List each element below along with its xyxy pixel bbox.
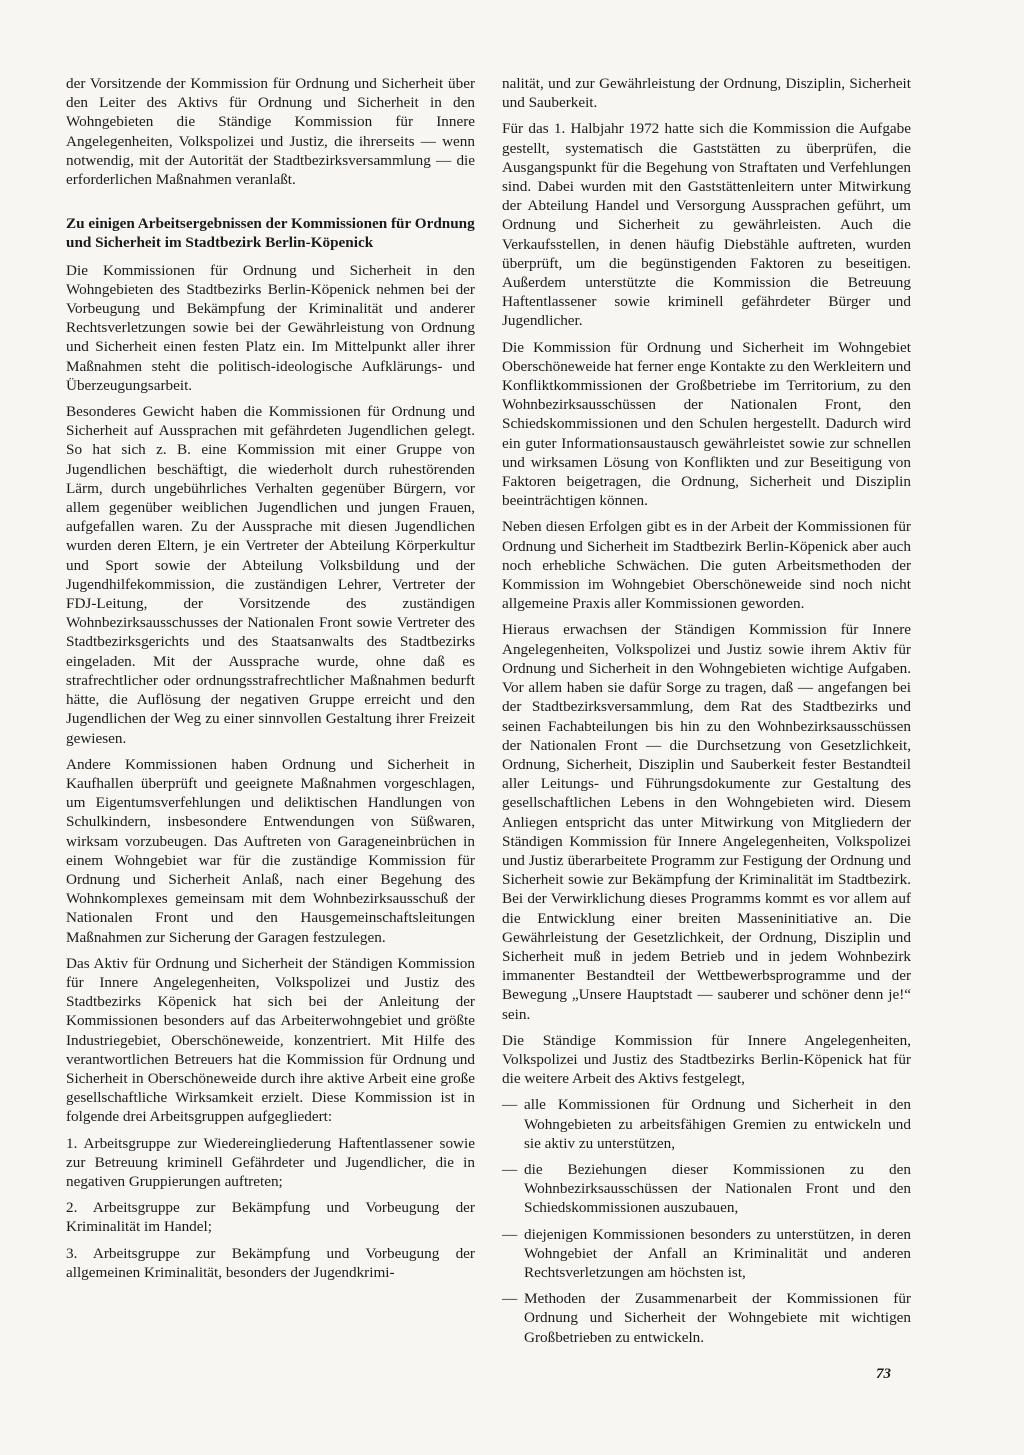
dash-bullet: — — [502, 1160, 518, 1178]
dash-list-item — [502, 1095, 911, 1153]
dash-list-text: alle Kommissionen für Ordnung und Sicherheit in den Wohngebieten zu arbeitsfähigen Gremien zu entwickeln und sie aktiv zu unterstützen, — [524, 1096, 911, 1152]
paragraph: Andere Kommissionen haben Ordnung und Sicherheit in Kaufhallen überprüft und geeignete Maßnahmen vorgeschlagen, um Eigentumsverfehlungen und deliktischen Handlungen von Schulkindern, insbesondere Entwendungen von Süßwaren, wirksam vorzubeugen. Das Auftreten von Garageneinbrüchen in einem Wohngebiet war für die zuständige Kommission für Ordnung und Sicherheit Anlaß, nach einer Begehung des Wohnkomplexes gemeinsam mit dem Wohnbezirksausschuß der Nationalen Front und den Hausgemeinschaftsleitungen Maßnahmen zur Sicherung der Garagen festzulegen. — [66, 755, 475, 946]
left-column — [66, 74, 475, 1289]
paragraph: Hieraus erwachsen der Ständigen Kommission für Innere Angelegenheiten, Volkspolizei und Justiz sowie ihrem Aktiv für Ordnung und Sicherheit in den Wohngebieten wichtige Aufgaben. Vor allem haben sie dafür Sorge zu tragen, daß — angefangen bei der Stadtbezirksversammlung, dem Rat des Stadtbezirks und seinen Fachabteilungen bis hin zu den Wohnbezirksausschüssen der Nationalen Front — die Durchsetzung von Gesetzlichkeit, Ordnung, Sicherheit, Disziplin und Sauberkeit fester Bestandteil aller Leitungs- und Führungsdokumente zur Gestaltung des gesellschaftlichen Lebens in den Wohngebieten wird. Diesem Anliegen entspricht das unter Mitwirkung von Mitgliedern der Ständigen Kommission für Innere Angelegenheiten, Volkspolizei und Justiz überarbeitete Programm zur Festigung der Ordnung und Sicherheit sowie zur Bekämpfung der Kriminalität im Stadtbezirk. Bei der Verwirklichung dieses Programms kommt es vor allem auf die Entwicklung einer breiten Masseninitiative an. Die Gewährleistung der Gesetzlichkeit, der Ordnung, Disziplin und Sicherheit muß in jedem Betrieb und in jedem Wohnbezirk immanenter Bestandteil der Wettbewerbsprogramme und der Bewegung „Unsere Hauptstadt — sauberer und schöner denn je!“ sein. — [502, 621, 911, 1023]
dash-list-text: diejenigen Kommissionen besonders zu unterstützen, in deren Wohngebiet der Anfall an Kriminalität und anderen Rechtsverletzungen am höchsten ist, — [524, 1225, 911, 1281]
dash-bullet: — — [502, 1225, 518, 1243]
paragraph: Das Aktiv für Ordnung und Sicherheit der Ständigen Kommission für Innere Angelegenheiten, Volkspolizei und Justiz des Stadtbezirks Köpenick hat sich bei der Anleitung der Kommissionen besonders auf das Arbeiterwohngebiet und größte Industriegebiet, Oberschöneweide, konzentriert. Mit Hilfe des verantwortlichen Betreuers hat die Kommission für Ordnung und Sicherheit in Oberschöneweide durch ihre aktive Arbeit eine große gesellschaftliche Wirksamkeit erzielt. Diese Kommission ist in folgende drei Arbeitsgruppen aufgegliedert: — [66, 954, 475, 1126]
dash-list-text: die Beziehungen dieser Kommissionen zu den Wohnbezirksausschüssen der Nationalen Front und den Schiedskommissionen auszubauen, — [524, 1160, 911, 1217]
paragraph: der Vorsitzende der Kommission für Ordnung und Sicherheit über den Leiter des Aktivs für Ordnung und Sicherheit in den Wohngebieten die Ständige Kommission für Innere Angelegenheiten, Volkspolizei und Justiz, die ihrerseits — wenn notwendig, mit der Autorität der Stadtbezirksversammlung — die erforderlichen Maßnahmen veranlaßt. — [66, 75, 475, 189]
page-number: 73 — [876, 1366, 891, 1382]
dash-bullet: — — [502, 1290, 518, 1308]
dash-bullet: — — [502, 1096, 518, 1114]
paragraph: Besonderes Gewicht haben die Kommissionen für Ordnung und Sicherheit auf Aussprachen mit gefährdeten Jugendlichen gelegt. So hat sich z. B. eine Kommission mit einer Gruppe von Jugendlichen beschäftigt, die wiederholt durch ruhestörenden Lärm, durch ungebührliches Verhalten gegenüber Bürgern, vor allem gegenüber weiblichen Jugendlichen und jungen Frauen, aufgefallen waren. Zu der Aussprache mit diesen Jugendlichen wurden deren Eltern, je ein Vertreter der Abteilung Körperkultur und Sport sowie der Abteilung Volksbildung und der Jugendhilfekommission, die zuständigen Lehrer, Vertreter der FDJ-Leitung, der Vorsitzende des zuständigen Wohnbezirksausschusses der Nationalen Front sowie Vertreter des Stadtbezirksgerichts und des Staatsanwalts des Stadtbezirks eingeladen. Mit der Aussprache wurde, ohne daß es strafrechtlicher oder ordnungsstrafrechtlicher Maßnahmen bedurft hätte, die Auflösung der negativen Gruppe erreicht und den Jugendlichen der Weg zu einer sinnvollen Gestaltung ihrer Freizeit gewiesen. — [66, 403, 475, 747]
section-heading: Zu einigen Arbeitsergebnissen der Kommissionen für Ordnung und Sicherheit im Stadtbezirk Berlin-Köpenick — [66, 215, 475, 252]
dash-list-item — [502, 1225, 911, 1283]
dash-list-item — [502, 1160, 911, 1218]
list-item: 1. Arbeitsgruppe zur Wiedereingliederung Haftentlassener sowie zur Betreuung kriminell Gefährdeter und Jugendlicher, die in negativen Gruppierungen auftreten; — [66, 1134, 475, 1190]
dash-list-item — [502, 1289, 911, 1347]
paragraph: nalität, und zur Gewährleistung der Ordnung, Disziplin, Sicherheit und Sauberkeit. — [502, 75, 911, 112]
right-column — [502, 74, 911, 1354]
list-item: 3. Arbeitsgruppe zur Bekämpfung und Vorbeugung der allgemeinen Kriminalität, besonders der Jugendkrimi- — [66, 1244, 475, 1281]
paragraph: Die Kommissionen für Ordnung und Sicherheit in den Wohngebieten des Stadtbezirks Berlin-Köpenick nehmen bei der Vorbeugung und Bekämpfung der Kriminalität und anderer Rechtsverletzungen sowie bei der Gewährleistung von Ordnung und Sicherheit einen festen Platz ein. Im Mittelpunkt aller ihrer Maßnahmen steht die politisch-ideologische Aufklärungs- und Überzeugungsarbeit. — [66, 261, 475, 394]
dash-list-text: Methoden der Zusammenarbeit der Kommissionen für Ordnung und Sicherheit der Wohngebiete mit wichtigen Großbetrieben zu entwickeln. — [524, 1290, 911, 1346]
list-item: 2. Arbeitsgruppe zur Bekämpfung und Vorbeugung der Kriminalität im Handel; — [66, 1199, 475, 1236]
paragraph: Die Ständige Kommission für Innere Angelegenheiten, Volkspolizei und Justiz des Stadtbezirks Berlin-Köpenick hat für die weitere Arbeit des Aktivs festgelegt, — [502, 1031, 911, 1088]
paragraph: Neben diesen Erfolgen gibt es in der Arbeit der Kommissionen für Ordnung und Sicherheit im Stadtbezirk Berlin-Köpenick aber auch noch erhebliche Schwächen. Die guten Arbeitsmethoden der Kommission im Wohngebiet Oberschöneweide sind noch nicht allgemeine Praxis aller Kommissionen geworden. — [502, 518, 911, 613]
paragraph: Die Kommission für Ordnung und Sicherheit im Wohngebiet Oberschöneweide hat ferner enge Kontakte zu den Werkleitern und Konfliktkommissionen der Großbetriebe im Territorium, zu den Wohnbezirksausschüssen der Nationalen Front, den Schiedskommissionen und den Schulen hergestellt. Dadurch wird ein guter Informationsaustausch gewährleistet sowie zur schnellen und wirksamen Lösung von Konflikten und zur Beseitigung von Faktoren beigetragen, die Ordnung, Sicherheit und Disziplin beeinträchtigen können. — [502, 338, 911, 510]
paragraph: Für das 1. Halbjahr 1972 hatte sich die Kommission die Aufgabe gestellt, systematisch die Gaststätten zu überprüfen, die Ausgangspunkt für die Begehung von Straftaten und Verfehlungen sind. Dabei wurden mit den Gaststättenleitern unter Mitwirkung der Abteilung Handel und Versorgung Aussprachen geführt, um Ordnung und Sicherheit zu gewährleisten. Auch die Verkaufsstellen, in denen häufig Diebstähle auftreten, wurden überprüft, um die begünstigenden Faktoren zu beseitigen. Außerdem unterstützte die Kommission die Betreuung Haftentlassener sowie kriminell gefährdeter Bürger und Jugendlicher. — [502, 120, 911, 330]
